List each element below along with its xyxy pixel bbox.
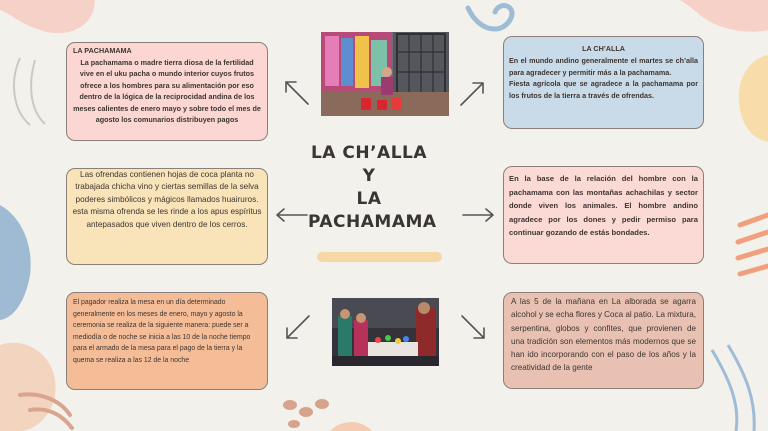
box-relacion xyxy=(503,166,704,264)
box-ofrendas xyxy=(66,168,268,265)
title-underline-bar xyxy=(317,252,442,262)
title-line-2: Y xyxy=(362,166,376,186)
box-pagador-body: El pagador realiza la mesa en un día determinado generalmente en los meses de enero, mayo y agosto la ceremonia se realiza de la siguiente manera: puede ser a mediodía o de noche se inicia a las 10 de la noche tiempo para el armado de la mesa para el pago de la tierra y la quema se realiza a las 12 de la noche xyxy=(73,299,251,364)
box-relacion-body: En la base de la relación del hombre con la pachamama con las montañas achachilas y sector donde viven los animales. El hombre andino agradece por los dones y pedir permiso para continuar gozando de estás bondades. xyxy=(509,174,698,238)
box-pagador xyxy=(66,292,268,390)
arrow-left-icon xyxy=(275,207,309,223)
box-challa-title: LA CH’ALLA xyxy=(582,44,625,53)
box-ofrendas-body2: esta misma ofrenda se les rinde a los apus espíritus antepasados que viven dentro de los cerros. xyxy=(72,207,262,229)
box-pachamama xyxy=(66,42,268,141)
box-manana-body: A las 5 de la mañana en La alborada se agarra alcohol y se echa flores y Coca al patio. La mixtura, serpentina, globos y confites, que provienen de una tradición son elementos más modernos que se han ido incorporando con el paso de los años y la creatividad de la gente xyxy=(511,297,696,373)
arrow-down-left-icon xyxy=(283,312,313,342)
box-challa-body: En el mundo andino generalmente el martes se ch’alla para agradecer y permitir más a la pachamama. xyxy=(509,55,698,77)
title-line-1: LA CH’ALLA xyxy=(310,143,428,163)
box-ofrendas-body: Las ofrendas contienen hojas de coca planta no trabajada chicha vino y ciertas semillas de la selva poderes simbólicos y mágicos llamados huairuros. xyxy=(75,170,259,204)
box-challa-body2: Fiesta agrícola que se agradece a la pachamama por los frutos de la tierra a través de ofrendas. xyxy=(509,79,698,101)
photo-ceremony xyxy=(332,298,439,366)
photo-market-stall xyxy=(321,32,449,116)
box-pachamama-title: LA PACHAMAMA xyxy=(73,46,132,55)
title-line-4: PACHAMAMA xyxy=(308,212,437,232)
arrow-down-right-icon xyxy=(458,312,488,342)
box-pachamama-body: La pachamama o madre tierra diosa de la fertilidad vive en el uku pacha o mundo interior cuyos frutos ofrece a los hombres para su alimentación por eso dentro de la lógica de la reciprocidad andina de los meses calientes de enero mayo y sobre todo el mes de agosto los comunarios distribuyen pagos xyxy=(73,57,261,124)
arrow-up-right-icon xyxy=(457,79,487,109)
arrow-right-icon xyxy=(461,207,495,223)
box-manana xyxy=(503,292,704,389)
title-line-3: LA xyxy=(356,189,382,209)
box-challa xyxy=(503,36,704,129)
arrow-up-left-icon xyxy=(282,78,312,108)
main-title xyxy=(308,142,437,234)
